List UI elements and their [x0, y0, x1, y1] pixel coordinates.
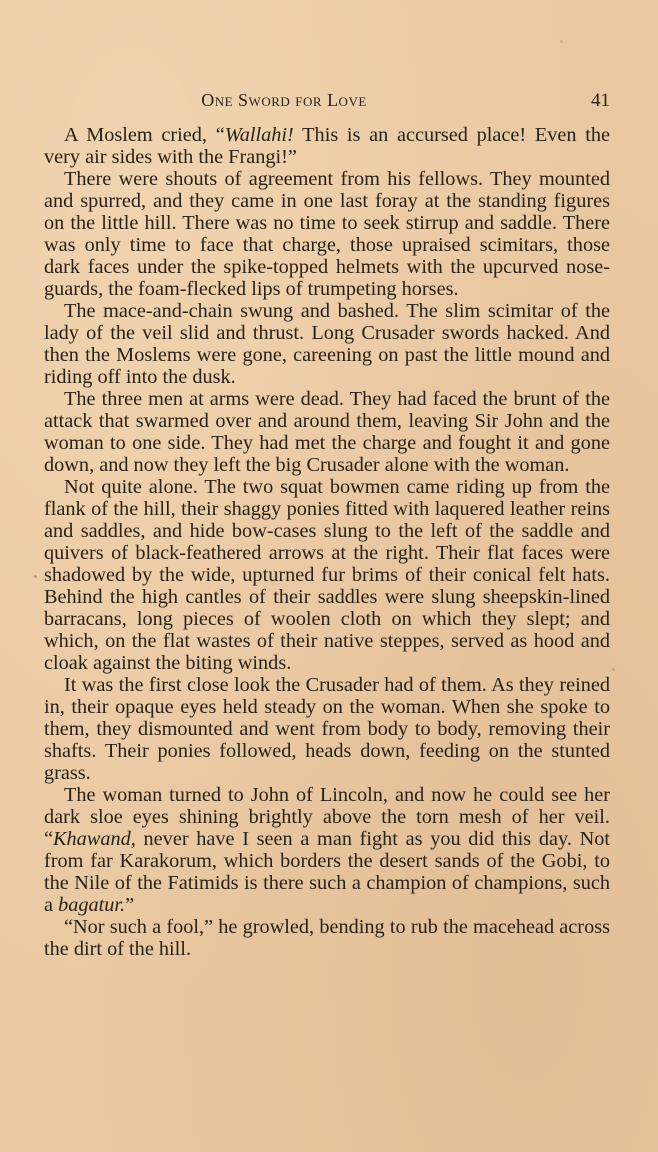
text-run: The woman turned to John of Lincoln, and now he could see her dark sloe eyes shining brightly above the torn mesh of her veil. “ — [44, 784, 610, 850]
text-run: Not quite alone. The two squat bowmen came riding up from the flank of the hill, their shaggy ponies fitted with laquered leather reins and saddles, and hide bow-cases slung to the left of the saddle and quivers of black-feathered arrows at the right. Their flat faces were shadowed by the wide, upturned fur brims of their conical felt hats. Behind the high cantles of their saddles were slung sheepskin-lined barracans, long pieces of woolen cloth on which they slept; and which, on the flat wastes of their native steppes, served as hood and cloak against the biting winds. — [44, 476, 610, 674]
paper-speck — [612, 668, 615, 671]
paper-speck — [34, 575, 37, 578]
text-run: It was the first close look the Crusader had of them. As they reined in, their opaque eyes held steady on the woman. When she spoke to them, they dismounted and went from body to body, removing their shafts. Their ponies followed, heads down, feeding on the stunted grass. — [44, 674, 610, 784]
paragraph — [44, 674, 610, 784]
italic-run: Khawand, — [53, 828, 136, 850]
running-head — [44, 90, 610, 116]
text-run: A Moslem cried, “ — [64, 124, 225, 146]
italic-run: bagatur. — [58, 894, 126, 916]
text-run: This is an accursed place! Even the very air sides with the Frangi!” — [44, 124, 610, 168]
paragraph — [44, 784, 610, 916]
text-run: never have I seen a man fight as you did this day. Not from far Karakorum, which borders the desert sands of the Gobi, to the Nile of the Fatimids is there such a champion of champions, such a — [44, 828, 610, 916]
text-run: The mace-and-chain swung and bashed. The slim scimitar of the lady of the veil slid and thrust. Long Crusader swords hacked. And then the Moslems were gone, careening on past the little mound and riding off into the dusk. — [44, 300, 610, 388]
paragraph — [44, 124, 610, 168]
paragraph — [44, 300, 610, 388]
running-title: One Sword for Love — [201, 90, 367, 110]
text-run: There were shouts of agreement from his fellows. They mounted and spurred, and they came in one last foray at the standing figures on the little hill. There was no time to seek stirrup and saddle. There was only time to face that charge, those upraised scimitars, those dark faces under the spike-topped helmets with the upcurved nose-guards, the foam-flecked lips of trumpeting horses. — [44, 168, 610, 300]
italic-run: Wallahi! — [224, 124, 294, 146]
body-text — [44, 124, 610, 960]
paragraph — [44, 168, 610, 300]
paragraph — [44, 388, 610, 476]
paper-speck — [560, 40, 563, 43]
text-run: ” — [125, 894, 135, 916]
paragraph — [44, 476, 610, 674]
text-run: The three men at arms were dead. They had faced the brunt of the attack that swarmed over and around them, leaving Sir John and the woman to one side. They had met the charge and fought it and gone down, and now they left the big Crusader alone with the woman. — [44, 388, 610, 476]
page-number: 41 — [591, 90, 610, 111]
text-run: “Nor such a fool,” he growled, bending to rub the macehead across the dirt of the hill. — [44, 916, 610, 960]
paragraph — [44, 916, 610, 960]
